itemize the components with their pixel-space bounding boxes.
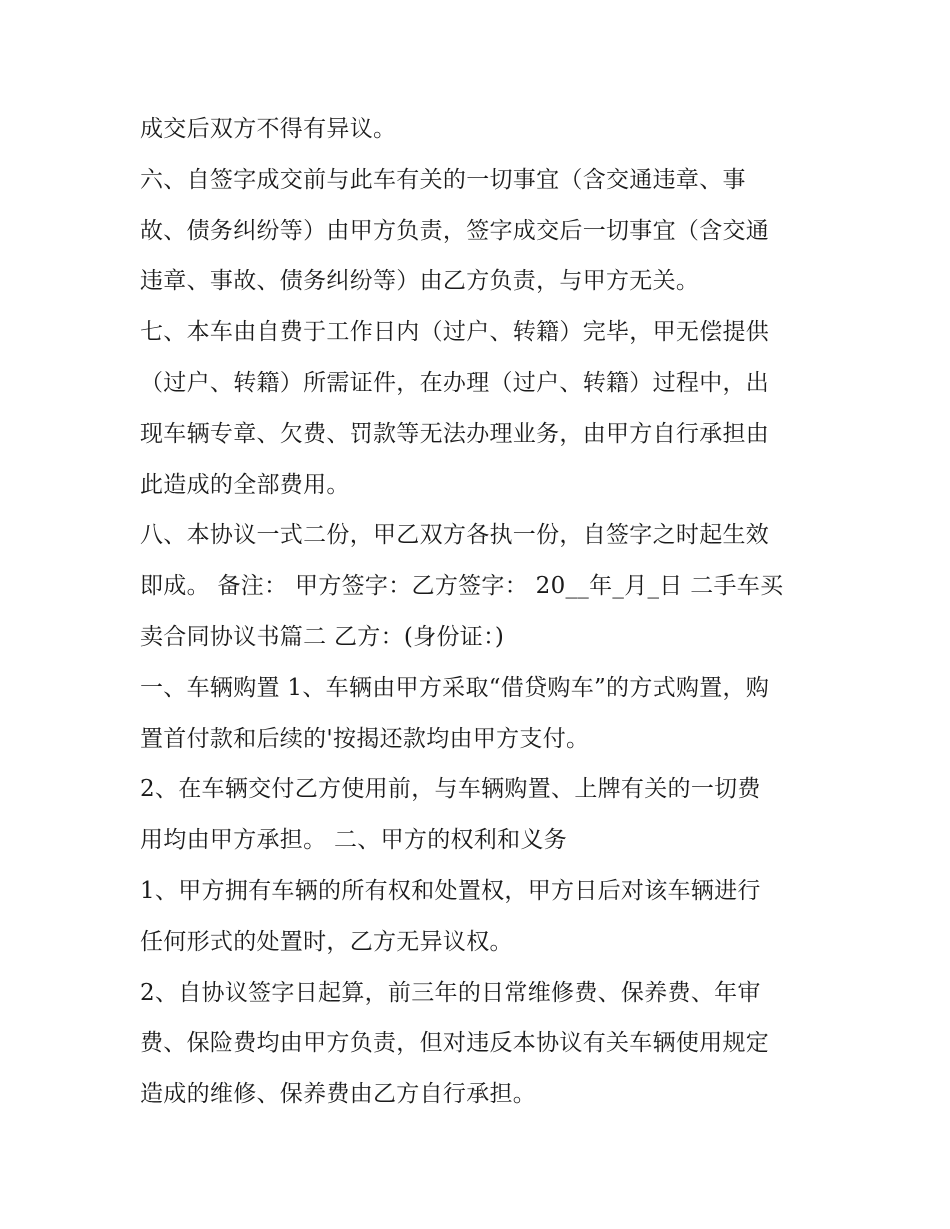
text-line: 成交后双方不得有异议。	[140, 116, 397, 142]
text-line: 2、在车辆交付乙方使用前，与车辆购置、上牌有关的一切费	[140, 776, 761, 803]
text-line: 故、债务纠纷等）由甲方负责，签字成交后一切事宜（含交通	[140, 217, 770, 244]
text-line: 违章、事故、债务纠纷等）由乙方负责，与甲方无关。	[140, 268, 700, 295]
text-line: 此造成的全部费用。	[140, 471, 350, 498]
text-line: 用均由甲方承担。 二、甲方的权利和义务	[140, 827, 568, 854]
text-line: 置首付款和后续的'按揭还款均由甲方支付。	[140, 725, 590, 752]
text-line: 即成。 备注： 甲方签字：乙方签字： 20__年_月_日 二手车买	[140, 573, 784, 600]
text-line: 七、本车由自费于工作日内（过户、转籍）完毕，甲无偿提供	[140, 319, 770, 346]
text-line: 费、保险费均由甲方负责，但对违反本协议有关车辆使用规定	[140, 1030, 770, 1057]
text-line: 六、自签字成交前与此车有关的一切事宜（含交通违章、事	[140, 166, 746, 193]
text-line: （过户、转籍）所需证件，在办理（过户、转籍）过程中，出	[140, 369, 770, 396]
document-body	[140, 104, 820, 1120]
text-line: 造成的维修、保养费由乙方自行承担。	[140, 1081, 537, 1108]
text-line: 2、自协议签字日起算，前三年的日常维修费、保养费、年审	[140, 979, 761, 1006]
text-line: 一、车辆购置 1、车辆由甲方采取“借贷购车”的方式购置，购	[140, 674, 770, 701]
text-line: 1、甲方拥有车辆的所有权和处置权，甲方日后对该车辆进行	[140, 877, 761, 904]
text-line: 卖合同协议书篇二 乙方：(身份证：)	[140, 623, 505, 650]
text-line: 任何形式的处置时，乙方无异议权。	[140, 928, 513, 955]
text-line: 现车辆专章、欠费、罚款等无法办理业务，由甲方自行承担由	[140, 420, 770, 447]
text-line: 八、本协议一式二份，甲乙双方各执一份，自签字之时起生效	[140, 522, 770, 549]
